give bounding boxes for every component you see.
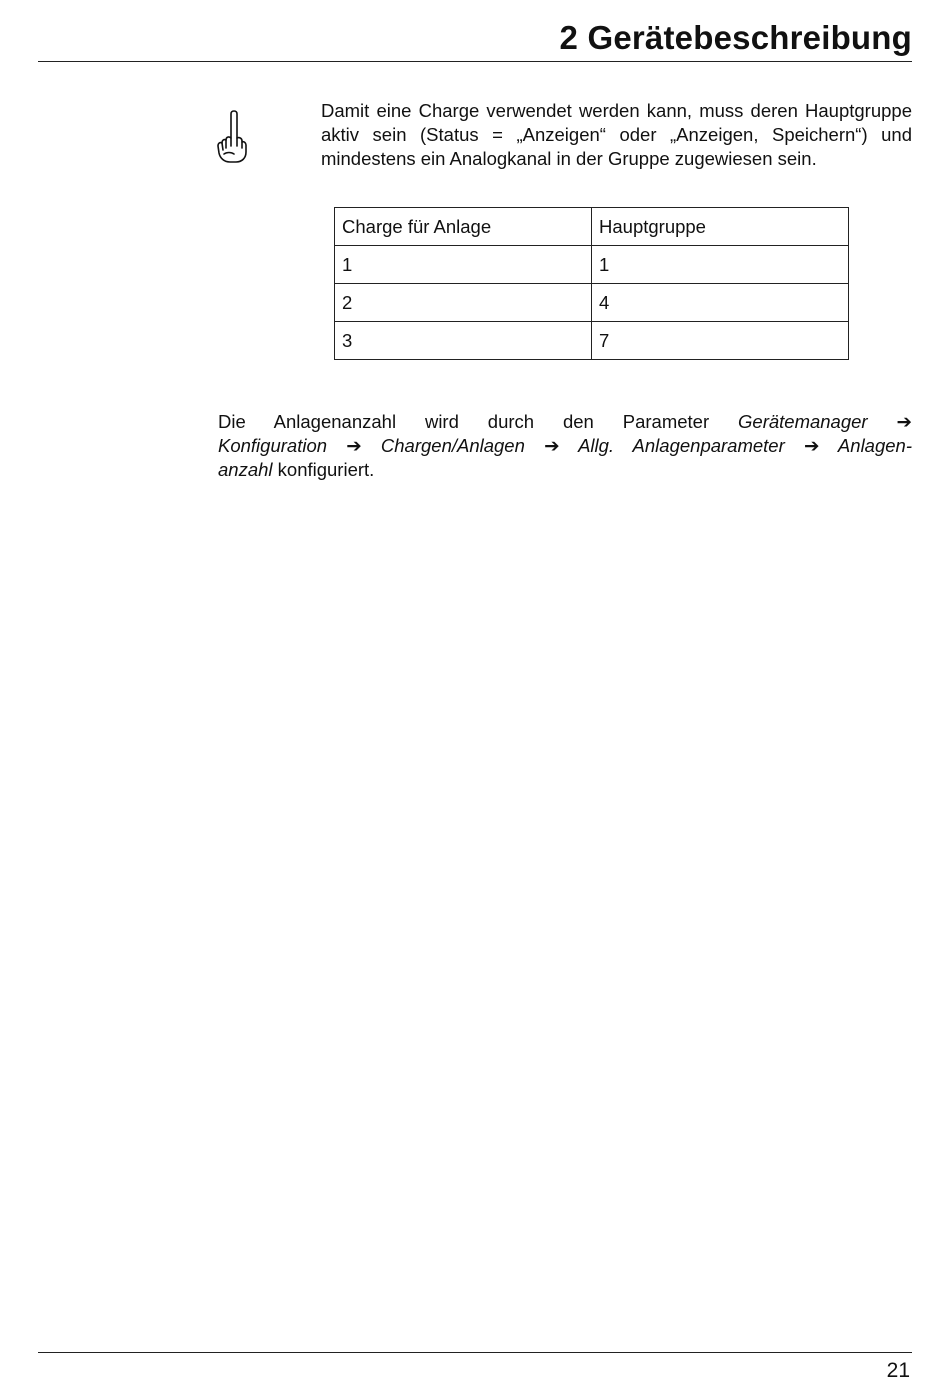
parameter-path: Konfiguration ➔ Chargen/Anlagen ➔ Allg. Anlagenparameter ➔ Anlagen- [218,435,912,456]
paragraph-text: konfiguriert. [272,459,375,480]
parameter-path: Gerätemanager ➔ [738,411,912,432]
charge-table [334,207,849,360]
pointing-hand-icon [214,108,248,166]
note-text: Damit eine Charge verwendet werden kann, muss deren Hauptgruppe aktiv sein (Status = „Anzeigen“ oder „Anzeigen, Speichern“) und mindestens ein Analogkanal in der Gruppe zugewiesen sein. [321,100,912,169]
table-header-cell: Charge für Anlage [335,208,592,246]
footer-divider [38,1352,912,1353]
table-cell: 7 [592,322,849,360]
table-row [335,246,849,284]
table-cell: 2 [335,284,592,322]
config-paragraph [218,410,912,482]
paragraph-line [218,458,912,482]
paragraph-line [218,434,912,458]
page-number: 21 [886,1359,910,1382]
paragraph-text: Die Anlagenanzahl wird durch den Parameter [218,411,739,432]
table-row [335,284,849,322]
table-row [335,322,849,360]
paragraph-line [218,410,912,434]
table-header-cell: Hauptgruppe [592,208,849,246]
page-header-title: 2 Gerätebeschreibung [559,19,912,56]
parameter-path: anzahl [218,459,273,480]
table-cell: 1 [592,246,849,284]
table-cell: 1 [335,246,592,284]
table-header-row [335,208,849,246]
table-cell: 4 [592,284,849,322]
table-cell: 3 [335,322,592,360]
header-divider [38,61,912,62]
